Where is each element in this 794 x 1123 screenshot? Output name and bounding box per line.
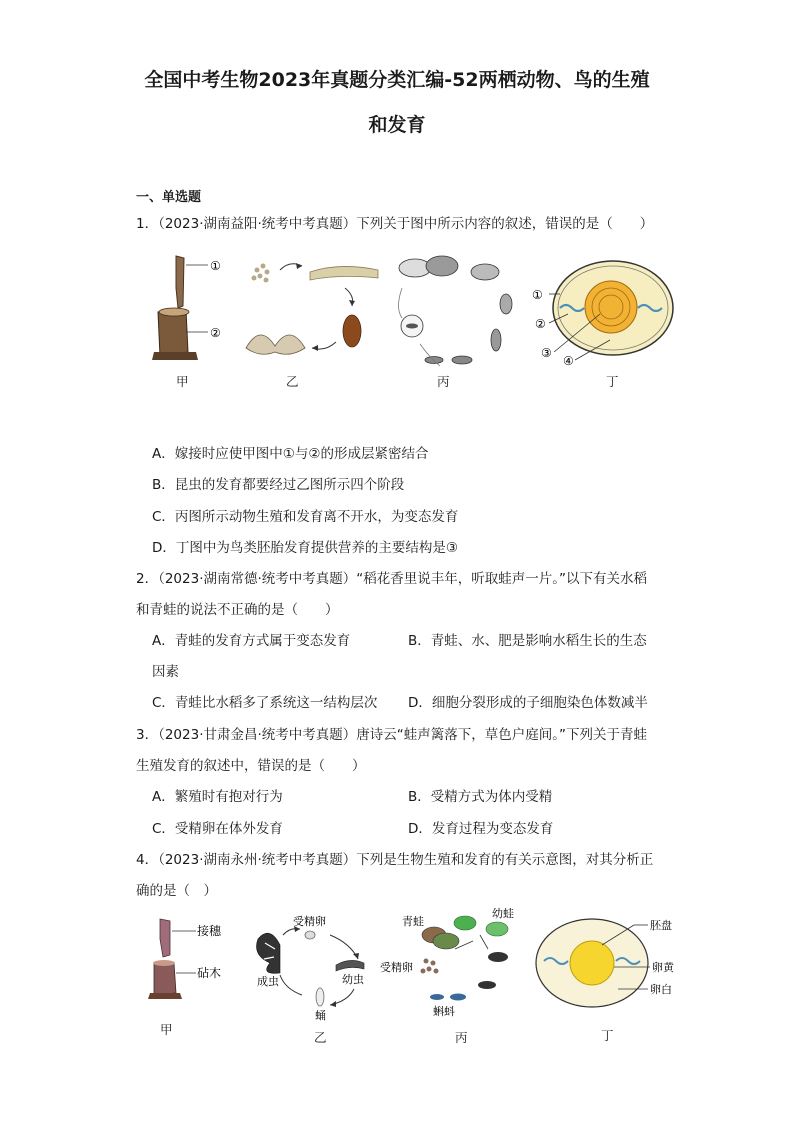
page-title-line2: 和发育: [368, 114, 426, 136]
q1-stem: 1．（2023·湖南益阳·统考中考真题）下列关于图中所示内容的叙述，错误的是（ ）: [136, 216, 654, 232]
q1-ding-label-2: ②: [535, 317, 546, 331]
q4-stem-line2: 确的是（ ）: [136, 883, 217, 899]
q4-label-adult: 成虫: [257, 975, 279, 988]
q3-option-a: A．繁殖时有抱对行为: [152, 789, 283, 805]
q2-option-a: A．青蛙的发育方式属于变态发育: [152, 633, 351, 649]
q2-stem-line2: 和青蛙的说法不正确的是（ ）: [136, 602, 339, 618]
q1-fig-label-yi: 乙: [286, 374, 299, 389]
q1-option-d: D．丁图中为鸟类胚胎发育提供营养的主要结构是③: [152, 540, 458, 556]
q2-option-b: B．青蛙、水、肥是影响水稻生长的生态: [408, 633, 647, 649]
q2-option-b-cont: 因素: [152, 664, 179, 680]
q4-label-egg: 受精卵: [293, 915, 326, 928]
q1-graft-diagram: [152, 256, 221, 360]
q2-stem-line1: 2．（2023·湖南常德·统考中考真题）“稻花香里说丰年，听取蛙声一片。”以下有关水稻: [136, 571, 648, 587]
q4-label-frog: 青蛙: [402, 915, 424, 928]
q1-ding-label-4: ④: [563, 354, 574, 368]
q1-insect-cycle: [246, 263, 378, 354]
section-heading: 一、单选题: [136, 190, 202, 205]
q1-option-c: C．丙图所示动物生殖和发育离不开水，为变态发育: [152, 509, 459, 525]
q1-jia-label-2: ②: [210, 326, 221, 340]
q4-fig-label-jia: 甲: [160, 1022, 173, 1037]
q1-option-b: B．昆虫的发育都要经过乙图所示四个阶段: [152, 477, 405, 493]
q3-stem-line1: 3．（2023·甘肃金昌·统考中考真题）唐诗云“蛙声篱落下，草色户庭间。”下列关于青蛙: [136, 727, 648, 743]
q1-fig-label-bing: 丙: [437, 374, 450, 389]
q3-option-d: D．发育过程为变态发育: [408, 821, 554, 837]
q4-label-pupa: 蛹: [315, 1009, 326, 1022]
q4-label-larva: 幼虫: [342, 973, 364, 986]
q2-option-c: C．青蛙比水稻多了系统这一结构层次: [152, 695, 378, 711]
q3-option-c: C．受精卵在体外发育: [152, 821, 283, 837]
q4-graft-diagram: [148, 919, 222, 999]
q4-label-yolk: 卵黄: [652, 961, 674, 974]
q4-frog-cycle: [380, 906, 514, 1018]
q4-fig-label-bing: 丙: [455, 1030, 468, 1045]
q4-label-bing-egg: 受精卵: [380, 961, 413, 974]
q4-stem-line1: 4．（2023·湖南永州·统考中考真题）下列是生物生殖和发育的有关示意图，对其分析正: [136, 852, 654, 868]
q1-option-a: A．嫁接时应使甲图中①与②的形成层紧密结合: [152, 446, 429, 462]
q4-figure: [140, 905, 700, 1040]
q4-label-young: 幼蛙: [492, 907, 514, 920]
q4-label-disc: 胚盘: [650, 919, 672, 932]
q4-egg-diagram: [536, 918, 675, 1007]
page-title: 全国中考生物2023年真题分类汇编-52两栖动物、鸟的生殖: [144, 69, 650, 91]
q4-label-white: 卵白: [650, 983, 672, 996]
q1-fig-label-jia: 甲: [176, 374, 189, 389]
q4-fig-label-ding: 丁: [601, 1028, 614, 1043]
q4-insect-cycle: [257, 914, 365, 1022]
q4-label-scion: 接穗: [197, 924, 222, 938]
q1-ding-label-3: ③: [541, 346, 552, 360]
q1-egg-diagram: [532, 261, 673, 368]
q1-fig-label-ding: 丁: [606, 374, 619, 389]
q1-frog-cycle: [399, 256, 513, 366]
q4-fig-label-yi: 乙: [314, 1030, 327, 1045]
q2-option-d: D．细胞分裂形成的子细胞染色体数减半: [408, 695, 648, 711]
q3-stem-line2: 生殖发育的叙述中，错误的是（ ）: [136, 758, 366, 774]
q1-jia-label-1: ①: [210, 259, 221, 273]
q3-option-b: B．受精方式为体内受精: [408, 789, 553, 805]
q4-label-stock: 砧木: [197, 966, 222, 980]
q4-label-tadpole: 蝌蚪: [433, 1005, 455, 1018]
q1-ding-label-1: ①: [532, 288, 543, 302]
